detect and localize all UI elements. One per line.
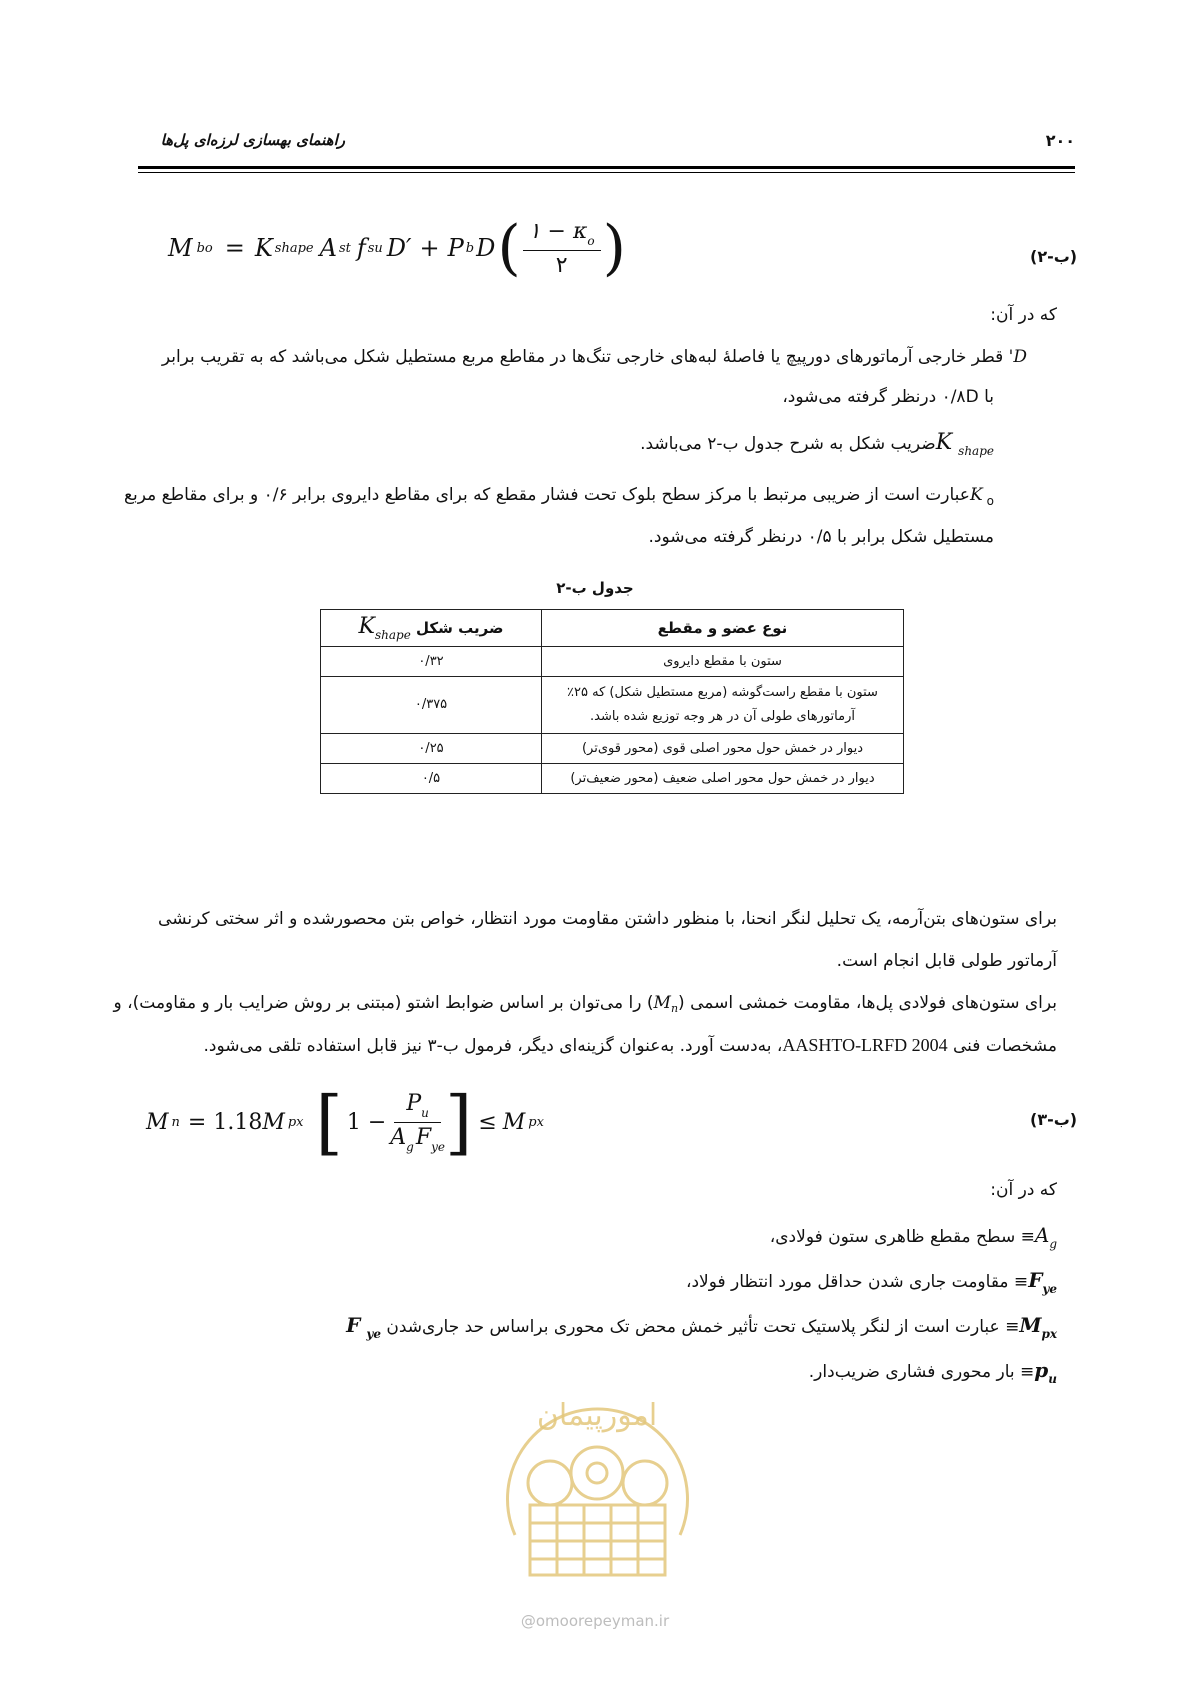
def-ag: $A_g\equiv$ سطح مقطع ظاهری ستون فولادی،: [769, 1223, 1057, 1251]
running-header-title: راهنمای بهسازی لرزه‌ای پل‌ها: [160, 131, 345, 149]
def-fye: $F_{ye}\equiv$ مقاومت جاری شدن حداقل مورد انتظار فولاد،: [685, 1268, 1057, 1296]
watermark-logo: [495, 1355, 700, 1590]
def-d-prime: D' قطر خارجی آرماتورهای دورپیچ یا فاصلهٔ لبه‌های خارجی تنگ‌ها در مقاطع مربع مستطیل شکل می‌باشد که به تقریب برابر: [161, 347, 1027, 367]
def-mpx: $M_{px}\equiv$ عبارت است از لنگر پلاستیک تحت تأثیر خمش محض تک محوری براساس حد جاری‌شدن F $_{ye}$: [346, 1313, 1057, 1341]
paragraph-steel-columns: برای ستون‌های فولادی پل‌ها، مقاومت خمشی اسمی $(M_n)$ را می‌توان بر اساس ضوابط اشتو (مبتنی بر روش ضرایب بار و مقاومت)، و: [113, 993, 1057, 1015]
where-label-2: که در آن:: [990, 1180, 1057, 1200]
table-row: [321, 677, 904, 734]
paragraph-rc-columns-cont: آرماتور طولی قابل انجام است.: [836, 951, 1057, 971]
equation-b2-label: (ب-۲): [1030, 247, 1078, 266]
watermark-site: @omoorepeyman.ir: [520, 1612, 670, 1630]
cell-type: ستون با مقطع دایروی: [542, 647, 904, 677]
table-header-row: [321, 610, 904, 647]
svg-text:امورپیمان: امورپیمان: [536, 1398, 658, 1433]
cell-type: دیوار در خمش حول محور اصلی قوی (محور قوی‌تر): [542, 734, 904, 764]
table-row: [321, 647, 904, 677]
cell-type: دیوار در خمش حول محور اصلی ضعیف (محور ضعیف‌تر): [542, 764, 904, 794]
col-header-k: ضریب شکل $K_{shape}$: [321, 610, 542, 647]
page-number: ۲۰۰: [1045, 131, 1075, 150]
equation-b3: M n = 1.18 M px [ 1 − $P_u$ $A_gF_{ye}$ ] ≤ M px: [146, 1081, 544, 1163]
cell-k: ۰/۵: [321, 764, 542, 794]
cell-k: ۰/۳۷۵: [321, 677, 542, 734]
where-label-1: که در آن:: [990, 305, 1057, 325]
def-k-shape: K $_{shape}$ضریب شکل به شرح جدول ب-۲ می‌باشد.: [640, 430, 994, 458]
equation-b3-label: (ب-۳): [1030, 1110, 1078, 1129]
equation-b2: M bo = K shape A st f su D′ + P b D ( ۱ − $\kappa_o$ ۲ ): [168, 213, 627, 283]
def-k-o-cont: مستطیل شکل برابر با ۰/۵ درنظر گرفته می‌شود.: [648, 527, 994, 547]
def-pu: $p_u\equiv$ بار محوری فشاری ضریب‌دار.: [808, 1358, 1057, 1386]
table-caption: جدول ب-۲: [556, 579, 634, 597]
header-rule-thin: [138, 172, 1075, 173]
cell-k: ۰/۳۲: [321, 647, 542, 677]
paragraph-steel-columns-cont: مشخصات فنی AASHTO-LRFD 2004، به‌دست آورد. به‌عنوان گزینه‌ای دیگر، فرمول ب-۳ نیز قابل استفاده تلقی می‌شود.: [203, 1035, 1057, 1056]
def-d-prime-cont: با ۰/۸D درنظر گرفته می‌شود،: [782, 387, 994, 407]
table-row: [321, 734, 904, 764]
cell-type: ستون با مقطع راست‌گوشه (مربع مستطیل شکل) که ۲۵٪ آرماتورهای طولی آن در هر وجه توزیع شده باشد.: [542, 677, 904, 734]
paragraph-rc-columns: برای ستون‌های بتن‌آرمه، یک تحلیل لنگر انحنا، با منظور داشتن مقاومت مورد انتظار، خواص بتن محصورشده و اثر سختی کرنشی: [158, 909, 1057, 929]
cell-k: ۰/۲۵: [321, 734, 542, 764]
shape-factor-table: [320, 609, 904, 794]
table-row: [321, 764, 904, 794]
col-header-type: نوع عضو و مقطع: [542, 610, 904, 647]
header-rule: [138, 166, 1075, 169]
def-k-o: K $_o$عبارت است از ضریبی مرتبط با مرکز سطح بلوک تحت فشار مقطع که برای مقاطع دایروی برابر ۰/۶ و برای مقاطع مربع: [123, 485, 994, 508]
